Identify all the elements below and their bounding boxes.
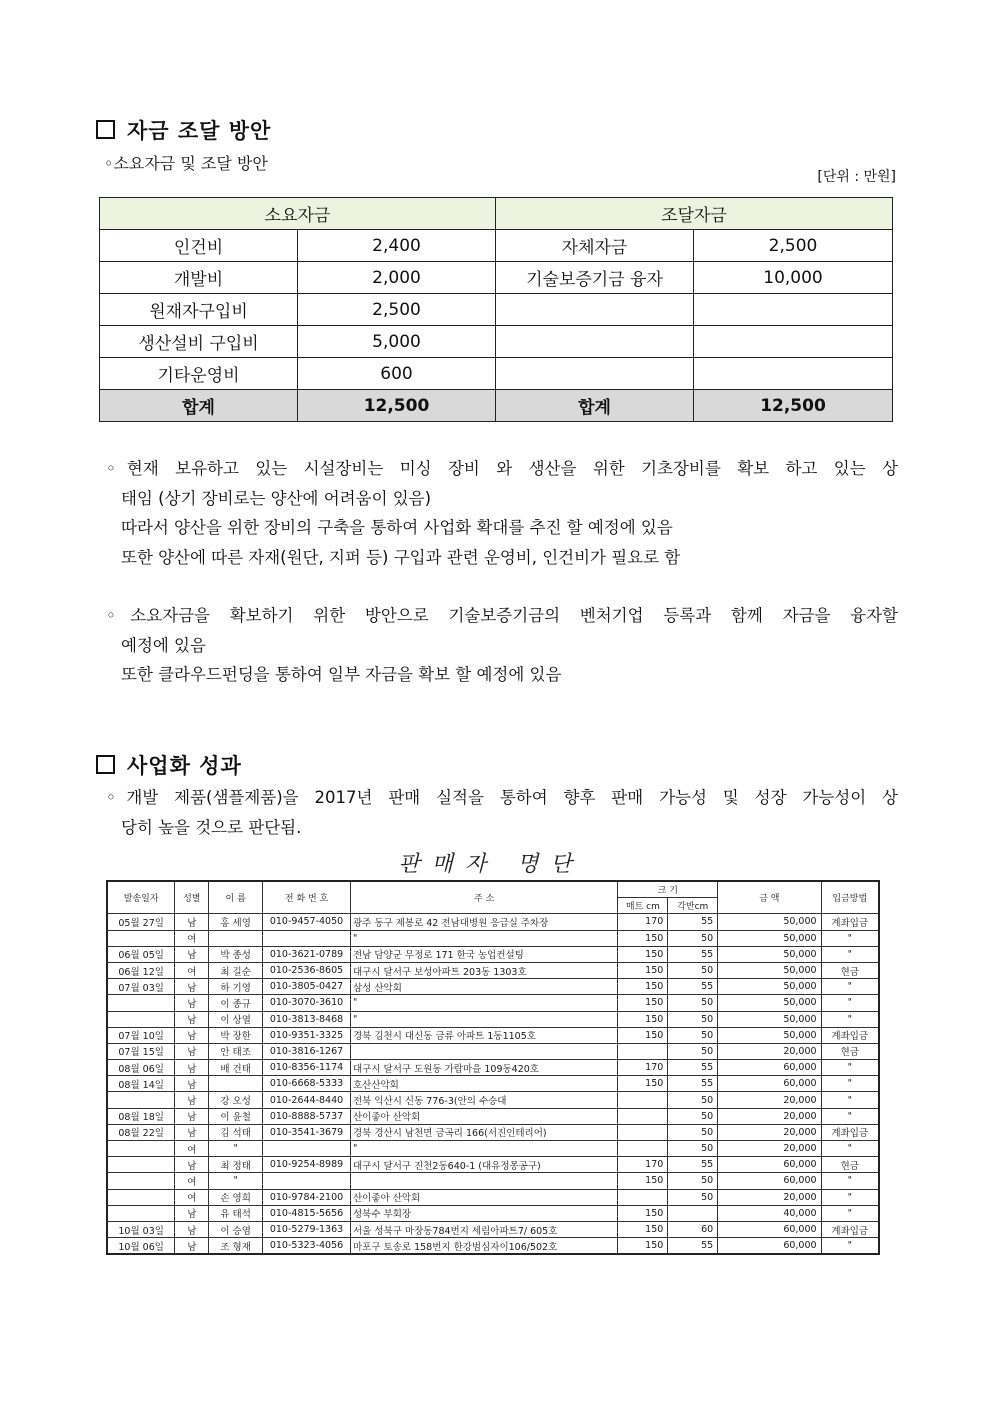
checkbox-square-icon <box>96 120 115 139</box>
paragraph-equipment <box>106 454 898 572</box>
sale-date <box>107 1157 175 1173</box>
sale-amount: 20,000 <box>718 1189 821 1205</box>
sale-name: 배 건태 <box>209 1060 263 1076</box>
sale-phone: 010-2536-8605 <box>263 962 351 978</box>
sale-gender: 남 <box>175 1238 209 1255</box>
need-amount: 2,400 <box>298 230 496 262</box>
sale-address: 광주 동구 제봉로 42 전남대병원 응급실 주차장 <box>350 914 617 930</box>
sale-pay: " <box>821 979 879 995</box>
sale-name: 하 기영 <box>209 979 263 995</box>
sale-amount: 50,000 <box>718 1027 821 1043</box>
sale-date <box>107 1141 175 1157</box>
sale-size-a: 150 <box>618 1076 668 1092</box>
sale-size-b: 50 <box>668 1173 718 1189</box>
table-row <box>100 294 893 326</box>
sale-date <box>107 1092 175 1108</box>
sale-amount: 50,000 <box>718 962 821 978</box>
sale-size-a: 150 <box>618 1027 668 1043</box>
table-row <box>107 1173 879 1189</box>
sale-name: 박 종성 <box>209 946 263 962</box>
sale-gender: 남 <box>175 979 209 995</box>
sale-size-a: 150 <box>618 1205 668 1221</box>
sale-pay: 계좌입금 <box>821 914 879 930</box>
subtitle: ◦소요자금 및 조달 방안 <box>104 154 268 173</box>
sale-date: 08월 18일 <box>107 1108 175 1124</box>
sale-size-a <box>618 1189 668 1205</box>
sale-size-b: 50 <box>668 1124 718 1140</box>
sale-pay: 계좌입금 <box>821 1221 879 1237</box>
header-fund: 조달자금 <box>496 198 893 230</box>
sale-phone: 010-9784-2100 <box>263 1189 351 1205</box>
sale-size-a <box>618 1141 668 1157</box>
sale-address: 서울 성북구 마장동784번지 세림아파트7/ 605호 <box>350 1221 617 1237</box>
sale-name <box>209 930 263 946</box>
sale-size-a: 150 <box>618 930 668 946</box>
paragraph-line: ◦개발 제품(샘플제품)을 2017년 판매 실적을 통하여 향후 판매 가능성 및 성장 가능성이 상 <box>106 788 898 807</box>
sale-name: " <box>209 1141 263 1157</box>
paragraph-results <box>106 783 898 842</box>
sale-date: 08월 14일 <box>107 1076 175 1092</box>
sale-name: 박 장한 <box>209 1027 263 1043</box>
sale-address: 대구시 달서구 진천2동640-1 (대유정몽공구) <box>350 1157 617 1173</box>
table-row <box>107 1011 879 1027</box>
paragraph-line: ◦소요자금을 확보하기 위한 방안으로 기술보증기금의 벤처기업 등록과 함께 자금을 융자할 <box>106 606 898 625</box>
checkbox-square-icon <box>96 755 115 774</box>
sale-phone: 010-5323-4056 <box>263 1238 351 1255</box>
sale-address <box>350 1173 617 1189</box>
total-label-fund: 합계 <box>496 390 694 422</box>
sale-size-a: 150 <box>618 1011 668 1027</box>
paragraph-line: 따라서 양산을 위한 장비의 구축을 통하여 사업화 확대를 추진 할 예정에 있음 <box>121 518 673 537</box>
sale-amount: 50,000 <box>718 979 821 995</box>
sale-date: 07월 10일 <box>107 1027 175 1043</box>
sale-gender: 남 <box>175 1076 209 1092</box>
header-name: 이 름 <box>209 881 263 914</box>
sale-amount: 60,000 <box>718 1221 821 1237</box>
sale-pay: " <box>821 1108 879 1124</box>
sale-pay: " <box>821 995 879 1011</box>
sale-gender: 남 <box>175 1027 209 1043</box>
total-need: 12,500 <box>298 390 496 422</box>
sale-date: 05월 27일 <box>107 914 175 930</box>
sale-phone: 010-5279-1363 <box>263 1221 351 1237</box>
table-row <box>107 1108 879 1124</box>
sale-name: 최 정태 <box>209 1157 263 1173</box>
sale-date: 08월 22일 <box>107 1124 175 1140</box>
sale-size-b: 50 <box>668 962 718 978</box>
sale-gender: 남 <box>175 1221 209 1237</box>
total-label-need: 합계 <box>100 390 298 422</box>
header-address: 주 소 <box>350 881 617 914</box>
sale-phone: 010-4815-5656 <box>263 1205 351 1221</box>
sale-gender: 남 <box>175 1043 209 1059</box>
table-row <box>107 1027 879 1043</box>
sale-name: 김 석태 <box>209 1124 263 1140</box>
sale-phone: 010-3805-0427 <box>263 979 351 995</box>
sale-address: 삼성 산악회 <box>350 979 617 995</box>
sale-pay: " <box>821 1173 879 1189</box>
sale-amount: 60,000 <box>718 1238 821 1255</box>
sale-gender: 남 <box>175 1108 209 1124</box>
sale-pay: " <box>821 930 879 946</box>
sale-phone: 010-8888-5737 <box>263 1108 351 1124</box>
sale-address: 산이좋아 산악회 <box>350 1189 617 1205</box>
sale-size-b: 50 <box>668 1141 718 1157</box>
sale-size-b <box>668 1205 718 1221</box>
sale-phone <box>263 930 351 946</box>
fund-item: 기술보증기금 융자 <box>496 262 694 294</box>
need-amount: 5,000 <box>298 326 496 358</box>
sale-size-a <box>618 1092 668 1108</box>
sales-table <box>106 880 880 1255</box>
sale-amount: 50,000 <box>718 995 821 1011</box>
sale-gender: 남 <box>175 914 209 930</box>
sale-phone <box>263 1173 351 1189</box>
sale-pay: " <box>821 946 879 962</box>
section-title-text: 사업화 성과 <box>127 754 242 778</box>
sale-date: 08월 06일 <box>107 1060 175 1076</box>
sale-date: 07월 15일 <box>107 1043 175 1059</box>
fund-amount: 10,000 <box>694 262 893 294</box>
sale-gender: 여 <box>175 962 209 978</box>
sale-address: 마포구 토송로 158번지 한강범심자이106/502호 <box>350 1238 617 1255</box>
sale-gender: 여 <box>175 1141 209 1157</box>
header-date: 발송일자 <box>107 881 175 914</box>
need-item: 기타운영비 <box>100 358 298 390</box>
sale-gender: 남 <box>175 1157 209 1173</box>
sale-phone: 010-9351-3325 <box>263 1027 351 1043</box>
table-row <box>107 946 879 962</box>
sale-size-b: 55 <box>668 946 718 962</box>
sale-address: 호산산악회 <box>350 1076 617 1092</box>
sale-gender: 남 <box>175 1124 209 1140</box>
header-pay: 입금방법 <box>821 881 879 914</box>
sale-size-a: 170 <box>618 1060 668 1076</box>
need-item: 생산설비 구입비 <box>100 326 298 358</box>
paragraph-financing <box>106 601 898 690</box>
sale-pay: " <box>821 1238 879 1255</box>
sale-date: 06월 12일 <box>107 962 175 978</box>
sale-size-a: 150 <box>618 1173 668 1189</box>
sale-address: 전북 익산시 신동 776-3(안의 수승대 <box>350 1092 617 1108</box>
need-amount: 600 <box>298 358 496 390</box>
header-size-b: 각반cm <box>668 898 718 914</box>
fund-amount: 2,500 <box>694 230 893 262</box>
need-item: 원재자구입비 <box>100 294 298 326</box>
sale-pay: " <box>821 1011 879 1027</box>
table-row <box>107 1076 879 1092</box>
sale-size-b: 55 <box>668 914 718 930</box>
sale-amount: 50,000 <box>718 930 821 946</box>
table-row <box>107 995 879 1011</box>
sale-amount: 40,000 <box>718 1205 821 1221</box>
sale-gender: 여 <box>175 1189 209 1205</box>
sale-name: 이 종규 <box>209 995 263 1011</box>
sale-size-a: 150 <box>618 995 668 1011</box>
sale-phone: 010-2644-8440 <box>263 1092 351 1108</box>
sale-name: 유 태석 <box>209 1205 263 1221</box>
header-phone: 전 화 번 호 <box>263 881 351 914</box>
sale-amount: 50,000 <box>718 1011 821 1027</box>
sale-gender: 남 <box>175 1060 209 1076</box>
sale-gender: 여 <box>175 930 209 946</box>
sale-name: 안 태조 <box>209 1043 263 1059</box>
table-header-row <box>100 198 893 230</box>
sale-name: " <box>209 1173 263 1189</box>
sale-size-a <box>618 1108 668 1124</box>
need-item: 개발비 <box>100 262 298 294</box>
section-title-funding <box>96 115 271 145</box>
table-total-row <box>100 390 893 422</box>
need-item: 인건비 <box>100 230 298 262</box>
sale-phone: 010-3813-8468 <box>263 1011 351 1027</box>
sale-pay: 현금 <box>821 1157 879 1173</box>
sale-size-b: 50 <box>668 995 718 1011</box>
sale-size-b: 55 <box>668 1060 718 1076</box>
need-amount: 2,000 <box>298 262 496 294</box>
sale-size-a: 150 <box>618 962 668 978</box>
header-need: 소요자금 <box>100 198 496 230</box>
sale-size-b: 50 <box>668 1027 718 1043</box>
table-row <box>107 1092 879 1108</box>
sale-address: 성북수 부회장 <box>350 1205 617 1221</box>
need-amount: 2,500 <box>298 294 496 326</box>
sale-pay: 현금 <box>821 1043 879 1059</box>
sale-size-a: 150 <box>618 979 668 995</box>
table-row <box>100 230 893 262</box>
sale-size-b: 50 <box>668 1043 718 1059</box>
funding-table <box>99 197 893 422</box>
sale-name <box>209 1076 263 1092</box>
sale-address: 산이좋아 산악회 <box>350 1108 617 1124</box>
paragraph-line: 당히 높을 것으로 판단됨. <box>121 817 302 837</box>
sale-pay: " <box>821 1141 879 1157</box>
sale-size-b: 60 <box>668 1221 718 1237</box>
sale-date <box>107 1173 175 1189</box>
sale-pay: " <box>821 1092 879 1108</box>
sale-size-b: 50 <box>668 930 718 946</box>
section-title-results <box>96 750 242 780</box>
table-row <box>107 930 879 946</box>
sale-amount: 60,000 <box>718 1060 821 1076</box>
sale-phone: 010-3816-1267 <box>263 1043 351 1059</box>
sale-address: " <box>350 1141 617 1157</box>
sale-gender: 남 <box>175 1205 209 1221</box>
sale-pay: 계좌입금 <box>821 1027 879 1043</box>
sale-name: 이 윤철 <box>209 1108 263 1124</box>
sale-size-a: 170 <box>618 1157 668 1173</box>
sale-pay: " <box>821 1205 879 1221</box>
header-amount: 금 액 <box>718 881 821 914</box>
paragraph-line: 또한 클라우드펀딩을 통하여 일부 자금을 확보 할 예정에 있음 <box>121 665 562 684</box>
sale-phone: 010-3541-3679 <box>263 1124 351 1140</box>
sale-gender: 남 <box>175 1092 209 1108</box>
header-size: 크 기 <box>618 881 718 898</box>
paragraph-line: 또한 양산에 따른 자재(원단, 지퍼 등) 구입과 관련 운영비, 인건비가 필요로 함 <box>121 547 681 567</box>
sale-phone: 010-6668-5333 <box>263 1076 351 1092</box>
sale-address: 전남 담양군 무정로 171 한국 농업컨설팅 <box>350 946 617 962</box>
sale-size-b: 55 <box>668 1157 718 1173</box>
sale-size-b: 55 <box>668 1238 718 1255</box>
table-row <box>107 1060 879 1076</box>
table-row <box>107 1221 879 1237</box>
sale-size-a <box>618 1043 668 1059</box>
table-row <box>107 1205 879 1221</box>
fund-item <box>496 294 694 326</box>
sale-name: 이 승염 <box>209 1221 263 1237</box>
paragraph-line: 태임 (상기 장비로는 양산에 어려움이 있음) <box>121 488 432 508</box>
sale-size-b: 55 <box>668 979 718 995</box>
sale-gender: 여 <box>175 1173 209 1189</box>
sale-size-a <box>618 1124 668 1140</box>
sale-name: 손 영희 <box>209 1189 263 1205</box>
sale-phone <box>263 1141 351 1157</box>
sale-phone: 010-8356-1174 <box>263 1060 351 1076</box>
sale-date <box>107 995 175 1011</box>
sale-size-b: 50 <box>668 1092 718 1108</box>
sale-date <box>107 1011 175 1027</box>
fund-item <box>496 326 694 358</box>
sale-size-b: 50 <box>668 1189 718 1205</box>
sale-date <box>107 930 175 946</box>
table-row <box>100 262 893 294</box>
table-row <box>107 1157 879 1173</box>
sale-pay: " <box>821 1060 879 1076</box>
sale-phone: 010-3621-0789 <box>263 946 351 962</box>
sale-amount: 20,000 <box>718 1092 821 1108</box>
paragraph-line: 예정에 있음 <box>121 635 206 655</box>
sale-address: " <box>350 995 617 1011</box>
sale-size-b: 50 <box>668 1108 718 1124</box>
sale-amount: 20,000 <box>718 1141 821 1157</box>
sale-gender: 남 <box>175 995 209 1011</box>
sale-pay: 계좌입금 <box>821 1124 879 1140</box>
sale-size-a: 150 <box>618 946 668 962</box>
paragraph-line: ◦현재 보유하고 있는 시설장비는 미싱 장비 와 생산을 위한 기초장비를 확보 하고 있는 상 <box>106 459 898 478</box>
scan-title: 판매자 명단 <box>398 852 584 877</box>
fund-item <box>496 358 694 390</box>
sale-phone: 010-9457-4050 <box>263 914 351 930</box>
sale-address: " <box>350 1011 617 1027</box>
sale-amount: 60,000 <box>718 1076 821 1092</box>
table-row <box>107 1043 879 1059</box>
table-row <box>107 979 879 995</box>
sale-date <box>107 1205 175 1221</box>
sale-size-a: 150 <box>618 1221 668 1237</box>
sale-address: 경북 김천시 대신동 금류 아파트 1동1105호 <box>350 1027 617 1043</box>
sale-name: 이 상열 <box>209 1011 263 1027</box>
sale-name: 조 형재 <box>209 1238 263 1255</box>
sale-address: 대구시 달서구 도원동 가람마을 109동420호 <box>350 1060 617 1076</box>
sales-header-row <box>107 881 879 898</box>
sale-gender: 남 <box>175 946 209 962</box>
table-row <box>107 914 879 930</box>
header-gender: 성별 <box>175 881 209 914</box>
sale-amount: 20,000 <box>718 1124 821 1140</box>
sale-size-a: 150 <box>618 1238 668 1255</box>
sale-amount: 50,000 <box>718 946 821 962</box>
header-size-a: 매트 cm <box>618 898 668 914</box>
sale-gender: 남 <box>175 1011 209 1027</box>
sale-address <box>350 1043 617 1059</box>
sale-phone: 010-9254-8989 <box>263 1157 351 1173</box>
table-row <box>100 358 893 390</box>
sale-amount: 20,000 <box>718 1108 821 1124</box>
sale-address: 대구시 달서구 보성아파트 203동 1303호 <box>350 962 617 978</box>
table-row <box>107 1238 879 1255</box>
sale-name: 최 길순 <box>209 962 263 978</box>
table-row <box>107 1141 879 1157</box>
table-row <box>107 1189 879 1205</box>
sale-amount: 50,000 <box>718 914 821 930</box>
sale-date: 07월 03일 <box>107 979 175 995</box>
sale-phone: 010-3070-3610 <box>263 995 351 1011</box>
sales-list-scan <box>102 845 880 1265</box>
sale-size-b: 55 <box>668 1076 718 1092</box>
table-row <box>107 1124 879 1140</box>
sale-name: 강 오성 <box>209 1092 263 1108</box>
sale-address: " <box>350 930 617 946</box>
sale-date <box>107 1189 175 1205</box>
sale-pay: 현금 <box>821 962 879 978</box>
sale-size-a: 170 <box>618 914 668 930</box>
fund-amount <box>694 326 893 358</box>
fund-amount <box>694 294 893 326</box>
sale-date: 10월 06일 <box>107 1238 175 1255</box>
sale-name: 홍 세영 <box>209 914 263 930</box>
sale-amount: 20,000 <box>718 1043 821 1059</box>
sale-address: 경북 경산시 남천면 금곡리 166(서진인테리어) <box>350 1124 617 1140</box>
table-row <box>107 962 879 978</box>
sale-pay: " <box>821 1189 879 1205</box>
unit-label: [단위 : 만원] <box>817 169 896 185</box>
total-fund: 12,500 <box>694 390 893 422</box>
table-row <box>100 326 893 358</box>
fund-item: 자체자금 <box>496 230 694 262</box>
sale-date: 06월 05일 <box>107 946 175 962</box>
sale-pay: " <box>821 1076 879 1092</box>
sale-amount: 60,000 <box>718 1173 821 1189</box>
sale-amount: 60,000 <box>718 1157 821 1173</box>
fund-amount <box>694 358 893 390</box>
sale-size-b: 50 <box>668 1011 718 1027</box>
sale-date: 10월 03일 <box>107 1221 175 1237</box>
section-title-text: 자금 조달 방안 <box>127 119 272 143</box>
